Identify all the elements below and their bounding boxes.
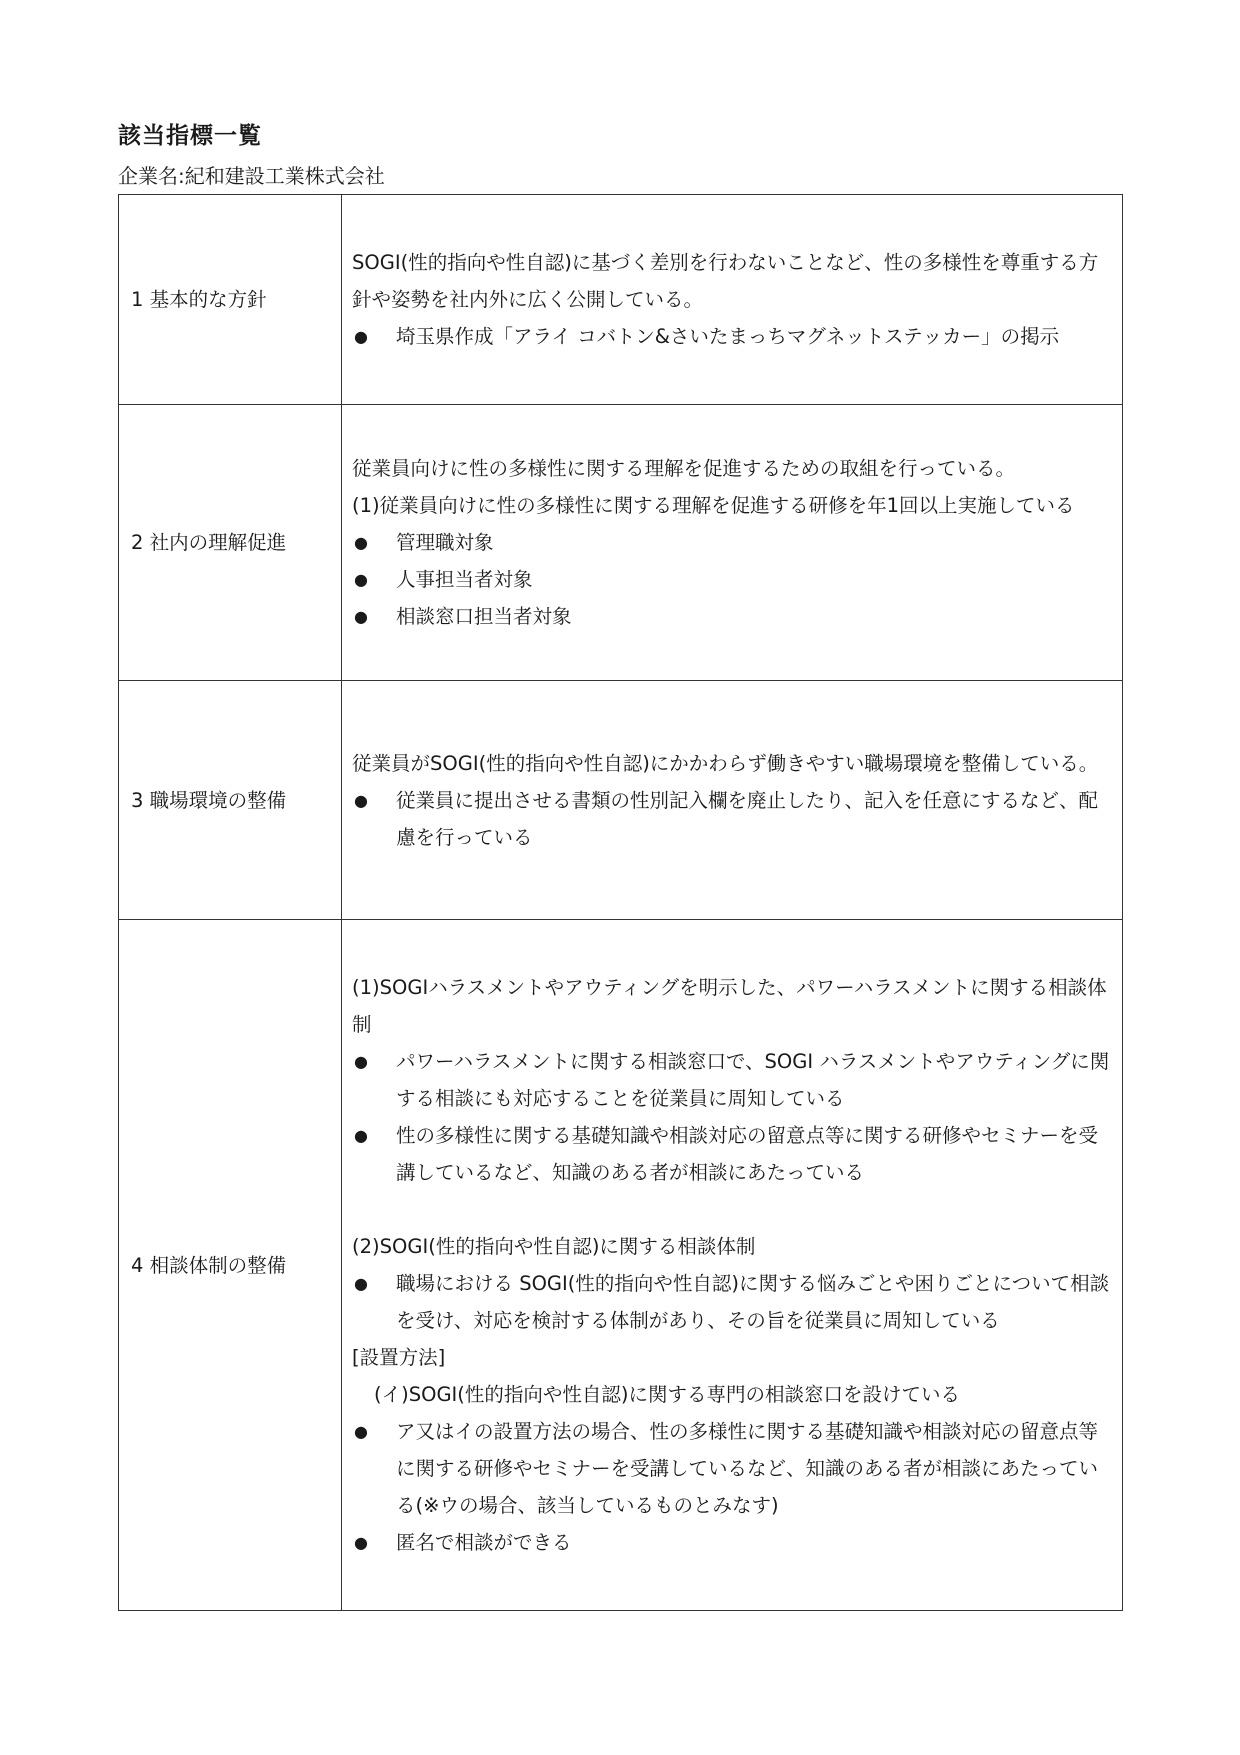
indicator-table (118, 194, 1123, 1611)
row-label: 1 基本的な方針 (119, 195, 342, 405)
bullet-list (352, 318, 1110, 355)
row-content (342, 405, 1123, 681)
paragraph: (1)従業員向けに性の多様性に関する理解を促進する研修を年1回以上実施している (352, 494, 1075, 517)
row-label: 3 職場環境の整備 (119, 681, 342, 920)
bullet-list (352, 1265, 1110, 1339)
spacer (352, 1191, 1110, 1228)
paragraph: [設置方法] (352, 1346, 446, 1369)
paragraph: SOGI(性的指向や性自認)に基づく差別を行わないことなど、性の多様性を尊重する方針や姿勢を社内外に広く公開している。 (352, 251, 1099, 311)
bullet-list (352, 1413, 1110, 1561)
table-row (119, 195, 1123, 405)
bullet-list (352, 782, 1110, 856)
table-row (119, 405, 1123, 681)
bullet-item: ● 人事担当者対象 (352, 561, 1110, 598)
table-row (119, 920, 1123, 1611)
table-row (119, 681, 1123, 920)
bullet-list (352, 1043, 1110, 1191)
row-label: 2 社内の理解促進 (119, 405, 342, 681)
bullet-item: ● ア又はイの設置方法の場合、性の多様性に関する基礎知識や相談対応の留意点等に関する研修やセミナーを受講しているなど、知識のある者が相談にあたっている(※ウの場合、該当しているものとみなす) (352, 1413, 1110, 1524)
row-content (342, 195, 1123, 405)
paragraph: 従業員がSOGI(性的指向や性自認)にかかわらず働きやすい職場環境を整備している。 (352, 751, 1099, 775)
company-name: 企業名:紀和建設工業株式会社 (118, 164, 385, 188)
bullet-item: ● 職場における SOGI(性的指向や性自認)に関する悩みごとや困りごとについて相談を受け、対応を検討する体制があり、その旨を従業員に周知している (352, 1265, 1110, 1339)
paragraph: (1)SOGIハラスメントやアウティングを明示した、パワーハラスメントに関する相談体制 (352, 976, 1107, 1036)
bullet-item: ● 相談窓口担当者対象 (352, 598, 1110, 635)
paragraph: (イ)SOGI(性的指向や性自認)に関する専門の相談窓口を設けている (374, 1383, 961, 1406)
bullet-item: ● 埼玉県作成「アライ コバトン&さいたまっちマグネットステッカー」の掲示 (352, 318, 1110, 355)
bullet-item: ● 従業員に提出させる書類の性別記入欄を廃止したり、記入を任意にするなど、配慮を行っている (352, 782, 1110, 856)
paragraph: 従業員向けに性の多様性に関する理解を促進するための取組を行っている。 (352, 457, 1016, 480)
row-content (342, 920, 1123, 1611)
row-label: 4 相談体制の整備 (119, 920, 342, 1611)
bullet-item: ● 管理職対象 (352, 524, 1110, 561)
bullet-item: ● パワーハラスメントに関する相談窓口で、SOGI ハラスメントやアウティングに関する相談にも対応することを従業員に周知している (352, 1043, 1110, 1117)
page-title: 該当指標一覧 (118, 123, 262, 149)
bullet-list (352, 524, 1110, 635)
row-content (342, 681, 1123, 920)
bullet-item: ● 匿名で相談ができる (352, 1524, 1110, 1561)
paragraph: (2)SOGI(性的指向や性自認)に関する相談体制 (352, 1235, 756, 1258)
bullet-item: ● 性の多様性に関する基礎知識や相談対応の留意点等に関する研修やセミナーを受講しているなど、知識のある者が相談にあたっている (352, 1117, 1110, 1191)
